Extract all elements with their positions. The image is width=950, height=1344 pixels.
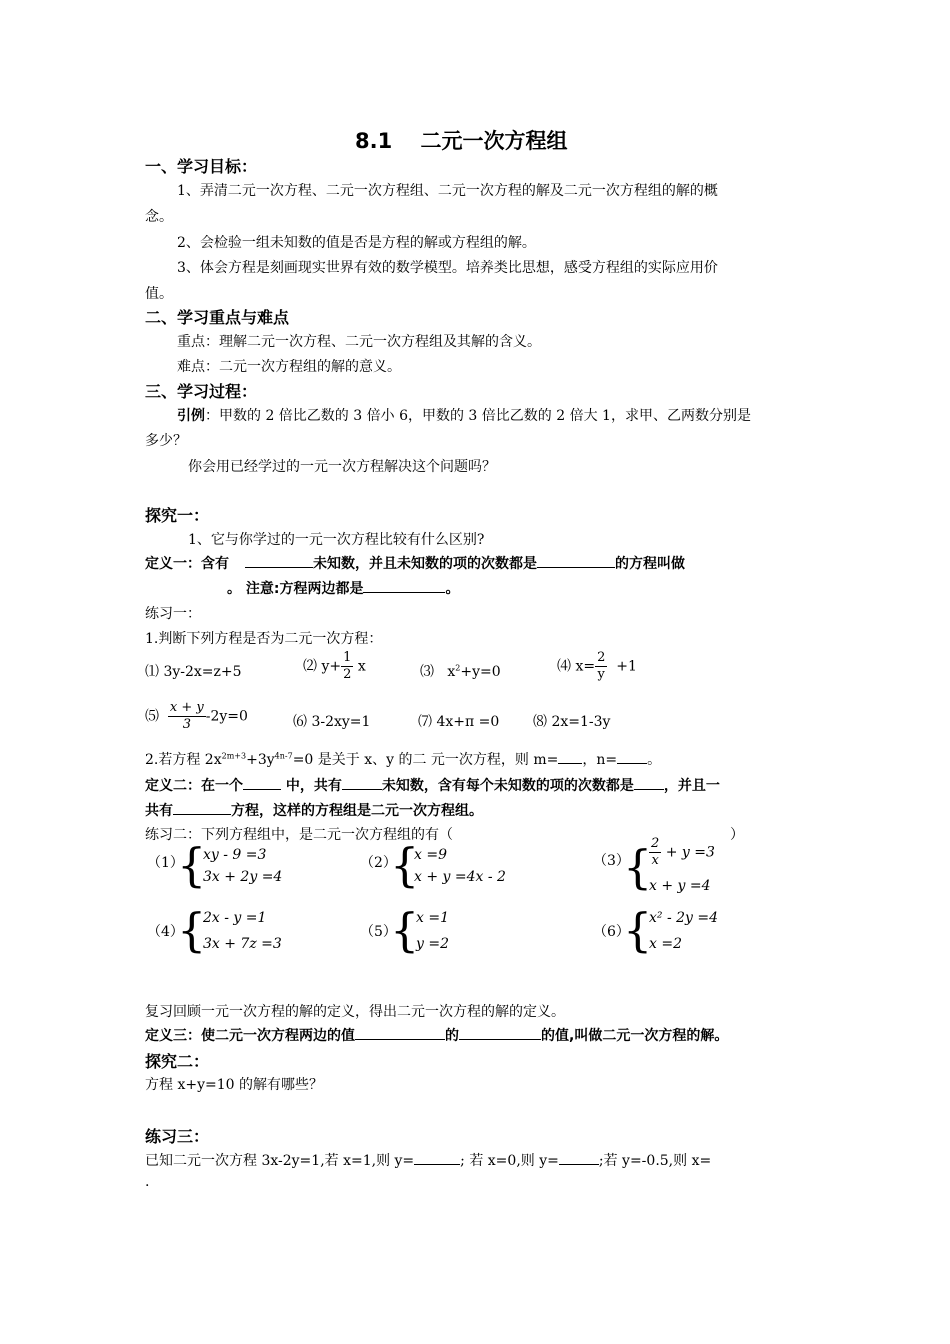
equation-2: ⑵ y+ $\frac{1}{2}$ x [303, 650, 366, 682]
brace: { [390, 903, 420, 957]
def1-blank-3[interactable] [363, 578, 445, 593]
review-text: 复习回顾一元一次方程的解的定义，得出二元一次方程的解的定义。 [145, 1004, 565, 1020]
exercise-3-period: . [145, 1174, 150, 1190]
def1-text-a: 定义一：含有 [145, 556, 229, 572]
def3-blank-1[interactable] [355, 1025, 445, 1040]
equation-5: ⑸ $\frac{x + y}{3}$ -2y=0 [145, 700, 248, 732]
def1-text-b: 未知数，并且未知数的项的次数都是 [313, 556, 537, 572]
explore-2-heading: 探究二： [145, 1052, 210, 1071]
def2-blank-4[interactable] [173, 800, 231, 815]
goal-1-line-2: 念。 [145, 209, 173, 225]
fraction: $\frac{2}{y}$ [597, 650, 606, 682]
def1-text-d: 。 注意:方程两边都是 [227, 581, 364, 597]
definition-2-line-2: 共有 方程，这样的方程组是二元一次方程组。 [145, 800, 483, 820]
exercise-1-question-1: 1.判断下列方程是否为二元一次方程： [145, 631, 383, 647]
section-heading-process: 三、学习过程： [145, 382, 258, 401]
def2-blank-2[interactable] [342, 775, 382, 790]
exercise-2-close-paren: ） [730, 827, 744, 843]
def1-text-e: 。 [445, 581, 460, 597]
def2-blank-1[interactable] [243, 775, 281, 790]
example-label: 引例 [177, 408, 205, 424]
explore-2-question: 方程 x+y=10 的解有哪些？ [145, 1077, 323, 1093]
example-line-1 [177, 405, 751, 425]
goal-3-line-2: 值。 [145, 286, 173, 302]
fraction: $\frac{1}{2}$ [343, 650, 352, 682]
explore-1-question: 1、它与你学过的一元一次方程比较有什么区别? [188, 532, 485, 548]
definition-1-line-2 [227, 578, 459, 598]
def1-blank-2[interactable] [537, 553, 615, 568]
section-heading-keypoints: 二、学习重点与难点 [145, 308, 290, 327]
ex3-blank-2[interactable] [559, 1150, 599, 1165]
exercise-1-question-2: 2.若方程 $2x^{2m+3}+3y^{4n-7}=0$ 是关于 x、y 的二 元一次方程，则 m= ，n= 。 [145, 749, 661, 769]
definition-2-line-1: 定义二：在一个 中，共有 未知数，含有每个未知数的项的次数都是 ，并且一 [145, 775, 720, 795]
equation-3: ⑶ $x^2+y=0$ [420, 663, 501, 680]
def3-blank-2[interactable] [459, 1025, 541, 1040]
difficulty-point: 难点：二元一次方程组的解的意义。 [177, 359, 401, 375]
def1-text-c: 的方程叫做 [615, 556, 685, 572]
example-line-2: 多少？ [145, 433, 187, 449]
equation-4: ⑷ x= $\frac{2}{y}$ +1 [557, 650, 637, 682]
explore-1-heading: 探究一： [145, 506, 210, 525]
exercise-3-question: 已知二元一次方程 3x-2y=1,若 x=1,则 y= ; 若 x=0,则 y= ;若 y=-0.5,则 x= [145, 1150, 711, 1170]
def2-blank-3[interactable] [634, 775, 664, 790]
definition-1-line-1 [145, 553, 685, 573]
equation-7: ⑺ 4x+π =0 [418, 714, 500, 730]
exercise-3-heading: 练习三： [145, 1127, 210, 1146]
equation-8: ⑻ 2x=1-3y [533, 714, 611, 730]
section-heading-goals: 一、学习目标： [145, 157, 258, 176]
document-page: 8.1 二元一次方程组 一、学习目标： 1、弄清二元一次方程、二元一次方程组、二元一次方程的解及二元一次方程组的解的概 念。 2、会检验一组未知数的值是否是方程的解或方程组的解。 3、体会方程是刻画现实世界有效的数学模型。培养类比思想，感受方程组的实际应用价 值。 二、学习重点与难点 重点：理解二元一次方程、二元一次方程组及其解的含义。 难点：二元一次方程组的解的意义。 三、学习过程： 引例：甲数的 2 倍比乙数的 3 倍小 6，甲数的 3 倍比乙数的 2 倍大 1，求甲、乙两数分别是 多少？ 你会用已经学过的一元一次方程解决这个问题吗？ 探究一： 1、它与你学过的一元一次方程比较有什么区别? 定义一：含有 未知数，并且未知数的项的次数都是 的方程叫做 。 注意:方程两边都是 。 练习一： 1.判断下列方程是否为二元一次方程： ⑴ 3y-2x=z+5 ⑵ y+ $\frac{1}{2}$ x ⑶ $x^2+y=0$ ⑷ x= $\frac{2}{y}$ +1 ⑸ $\frac{x + y}{3}$ -2y=0 ⑹ 3-2xy=1 ⑺ 4x+π =0 ⑻ 2x=1-3y 2.若方程 $2x^{2m+3}+3y^{4n-7}=0$ 是关于 x、y 的二 元一次方程，则 m= ，n= 。 定义二：在一个 中，共有 未知数，含有每个未知数的项的次数都是 ，并且一 共有 方程，这样的方程组是二元一次方程组。 练习二：下列方程组中，是二元一次方程组的有（ ） （1） { xy - 9 =3 3x + 2y =4 （2） { x =9 x + y =4x - 2 （3） { $\frac{2}{x}$ + y =3 x + y =4 （4） { 2x - y =1 3x + 7z =3 （5） { x =1 y =2 （6） { x² - 2y =4 x =2 复习回顾一元一次方程的解的定义，得出二元一次方程的解的定义。 定义三：使二元一次方程两边的值 的 的值,叫做二元一次方程的解。 探究二： 方程 x+y=10 的解有哪些？ 练习三： 已知二元一次方程 3x-2y=1,若 x=1,则 y= ; 若 x=0,则 y= ;若 y=-0.5,则 x= . [145, 0, 810, 1344]
goal-1-line-1: 1、弄清二元一次方程、二元一次方程组、二元一次方程的解及二元一次方程组的解的概 [177, 183, 718, 199]
def1-blank-1[interactable] [245, 553, 313, 568]
goal-2: 2、会检验一组未知数的值是否是方程的解或方程组的解。 [177, 235, 536, 251]
equation-6: ⑹ 3-2xy=1 [293, 714, 371, 730]
fraction: $\frac{x + y}{3}$ [169, 700, 204, 732]
brace: { [177, 838, 207, 892]
definition-3: 定义三：使二元一次方程两边的值 的 的值,叫做二元一次方程的解。 [145, 1025, 728, 1045]
example-text: ：甲数的 2 倍比乙数的 3 倍小 6，甲数的 3 倍比乙数的 2 倍大 1，求甲、乙两数分别是 [205, 408, 751, 424]
brace: { [390, 838, 420, 892]
exercise-1-heading: 练习一： [145, 606, 201, 622]
brace: { [623, 840, 653, 894]
goal-3-line-1: 3、体会方程是刻画现实世界有效的数学模型。培养类比思想，感受方程组的实际应用价 [177, 260, 718, 276]
key-point: 重点：理解二元一次方程、二元一次方程组及其解的含义。 [177, 334, 541, 350]
example-question: 你会用已经学过的一元一次方程解决这个问题吗？ [188, 459, 496, 475]
brace: { [623, 903, 653, 957]
brace: { [177, 903, 207, 957]
n-blank[interactable] [617, 749, 647, 764]
ex3-blank-1[interactable] [414, 1150, 460, 1165]
exercise-2-heading: 练习二：下列方程组中，是二元一次方程组的有（ [145, 827, 453, 843]
equation-1: ⑴ 3y-2x=z+5 [145, 664, 242, 680]
m-blank[interactable] [558, 749, 582, 764]
page-title: 8.1 二元一次方程组 [355, 129, 568, 153]
